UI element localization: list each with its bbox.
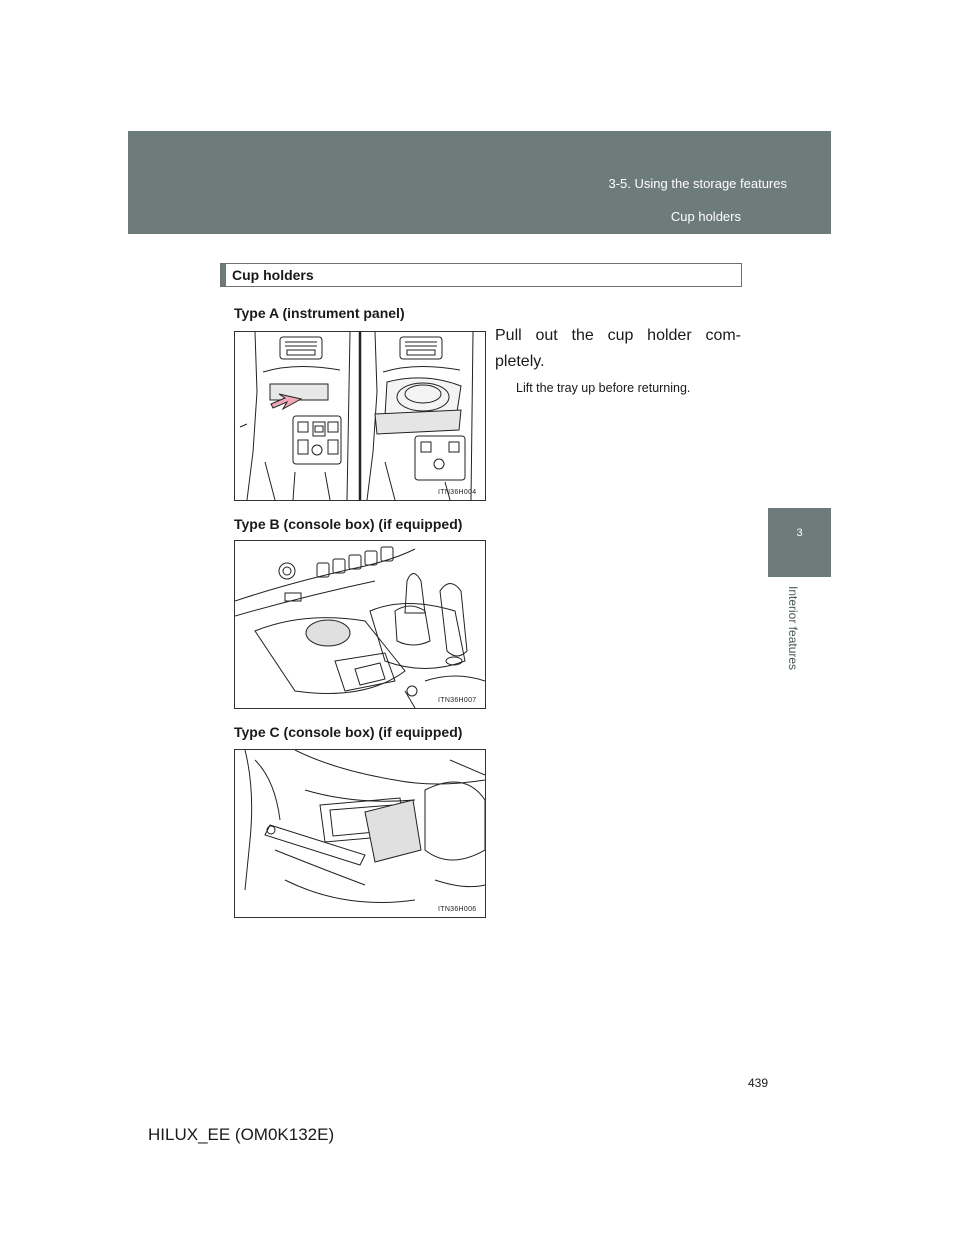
section-title: Cup holders xyxy=(232,267,314,283)
instrument-panel-illustration xyxy=(235,332,485,500)
page-number: 439 xyxy=(748,1076,769,1090)
footer-model-code: HILUX_EE (OM0K132E) xyxy=(148,1125,335,1144)
figure-type-a xyxy=(234,331,486,501)
type-a-note: Lift the tray up before returning. xyxy=(516,381,691,395)
figure-type-c xyxy=(234,749,486,918)
console-box-c-illustration xyxy=(235,750,485,917)
chapter-tab xyxy=(768,508,831,577)
page-header xyxy=(128,131,831,234)
chapter-label: Interior features xyxy=(786,586,800,671)
header-topic-title: Cup holders xyxy=(670,209,741,224)
type-a-heading: Type A (instrument panel) xyxy=(234,305,405,321)
section-title-bar xyxy=(220,263,742,287)
type-a-instruction: Pull out the cup holder com-pletely. xyxy=(495,327,741,370)
figure-b-id: ITN36H007 xyxy=(438,697,477,704)
figure-a-id: ITN36H004 xyxy=(438,489,477,496)
header-section-title: 3-5. Using the storage features xyxy=(608,176,787,191)
figure-type-b xyxy=(234,540,486,709)
type-b-heading: Type B (console box) (if equipped) xyxy=(234,516,463,532)
console-box-b-illustration xyxy=(235,541,485,708)
section-accent xyxy=(221,264,226,286)
chapter-number: 3 xyxy=(796,527,803,539)
type-c-heading: Type C (console box) (if equipped) xyxy=(234,724,463,740)
figure-c-id: ITN36H006 xyxy=(438,906,477,913)
